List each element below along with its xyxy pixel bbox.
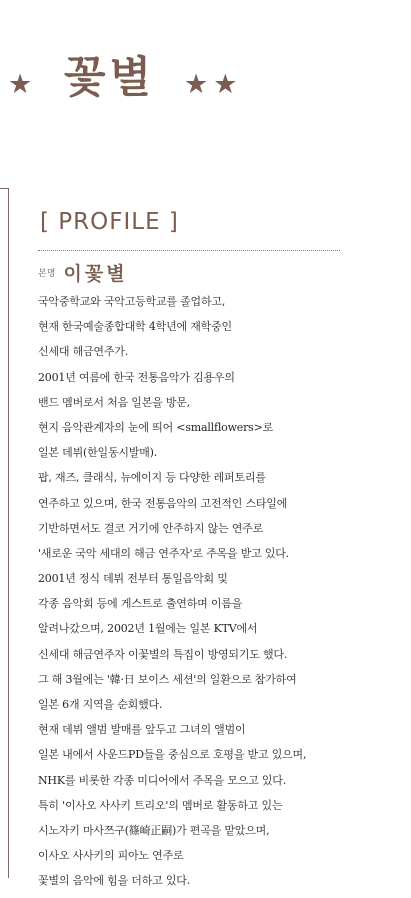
bio-line: 이사오 사사키의 피아노 연주로 (38, 849, 184, 863)
title-text: 꽃별 (64, 53, 156, 103)
bio-line: '새로운 국악 세대의 해금 연주자'로 주목을 받고 있다. (38, 546, 289, 560)
profile-heading: [ PROFILE ] (40, 209, 179, 235)
bio-line: 신세대 해금연주가. (38, 345, 129, 359)
bio-line: 현지 음악관계자의 눈에 띄어 <smallflowers>로 (38, 420, 274, 434)
bio-line: 꽃별의 음악에 힘을 더하고 있다. (38, 874, 191, 888)
bio-line: 일본 내에서 사운드PD들을 중심으로 호평을 받고 있으며, (38, 748, 307, 762)
bio-line: 일본 데뷔(한일동시발매). (38, 446, 158, 460)
bio-line: 신세대 해금연주자 이꽃별의 특집이 방영되기도 했다. (38, 647, 288, 661)
bio-line: 알려나갔으며, 2002년 1월에는 일본 KTV에서 (38, 622, 258, 636)
page-title (0, 50, 411, 110)
bio-line: 기반하면서도 결코 거기에 안주하지 않는 연주로 (38, 521, 264, 535)
bio-line: 밴드 멤버로서 처음 일본을 방문, (38, 395, 191, 409)
frame-left-border (8, 188, 9, 878)
bio-line: 현재 한국예술종합대학 4학년에 재학중인 (38, 320, 232, 334)
name-label: 본명 (38, 269, 56, 279)
bio-line: 팝, 재즈, 클래식, 뉴에이지 등 다양한 레퍼토리를 (38, 471, 266, 485)
name-value: 이꽃별 (63, 263, 128, 285)
star-left-icon: ★ (8, 69, 33, 100)
bio-line: 2001년 여름에 한국 전통음악가 김용우의 (38, 370, 235, 384)
bio-line: 그 해 3월에는 '韓·日 보이스 세션'의 일환으로 참가하여 (38, 672, 297, 686)
bio-line: 일본 6개 지역을 순회했다. (38, 698, 163, 711)
bio-line: 연주하고 있으며, 한국 전통음악의 고전적인 스타일에 (38, 496, 288, 510)
bio-line: 2001년 정식 데뷔 전부터 통일음악회 및 (38, 572, 228, 586)
bio-line: 각종 음악회 등에 게스트로 출연하며 이름을 (38, 597, 243, 611)
biography-text (38, 289, 398, 894)
bio-line: 국악중학교와 국악고등학교를 졸업하고, (38, 295, 226, 308)
bio-line: 현재 데뷔 앨범 발매를 앞두고 그녀의 앨범이 (38, 723, 246, 737)
bio-line: NHK를 비롯한 각종 미디어에서 주목을 모으고 있다. (38, 773, 287, 787)
frame-top-border (0, 188, 9, 189)
dotted-divider (38, 250, 340, 251)
name-row (38, 259, 128, 285)
bio-line: 시노자키 마사쯔구(篠崎正嗣)가 편곡을 맡았으며, (38, 823, 270, 837)
star-right-icon: ★★ (184, 69, 243, 100)
bio-line: 특히 '이사오 사사키 트리오'의 멤버로 활동하고 있는 (38, 798, 283, 812)
